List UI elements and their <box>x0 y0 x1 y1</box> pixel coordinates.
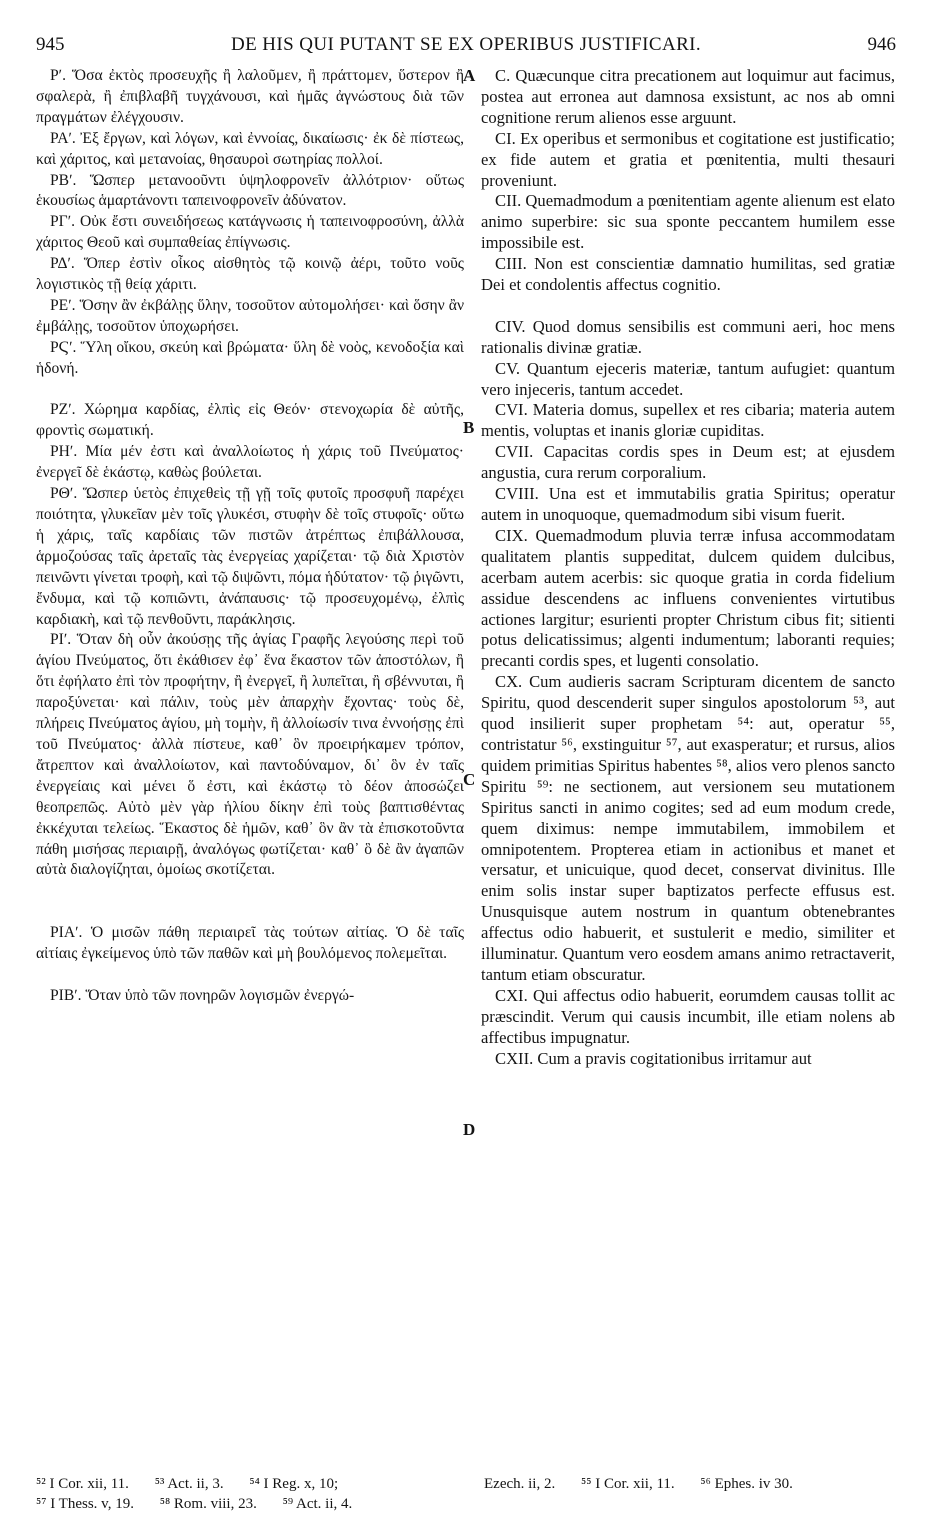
greek-paragraph-104: ΡΔʹ. Ὅπερ ἐστὶν οἶκος αἰσθητὸς τῷ κοινῷ ἀέρι, τοῦτο νοῦς λογιστικὸς τῇ θείᾳ χάριτι. <box>36 255 464 294</box>
greek-paragraph-101: ΡΑʹ. Ἐξ ἔργων, καὶ λόγων, καὶ ἐννοίας, δικαίωσις· ἐκ δὲ πίστεως, καὶ χάριτος, καὶ μετανοίας, θησαυροὶ σωτηρίας πολλοί. <box>36 129 464 168</box>
footnote-59: ⁵⁹ Act. ii, 4. <box>282 1496 353 1512</box>
footnote-52: ⁵² I Cor. xii, 11. <box>36 1476 129 1492</box>
greek-paragraph-110: ΡΙʹ. Ὅταν δὴ οὖν ἀκούσῃς τῆς ἁγίας Γραφῆς λεγούσης περὶ τοῦ ἁγίου Πνεύματος, ὅτι ἐκάθισεν ἐφ᾿ ἕνα ἕκαστον τῶν ἀποστόλων, ἢ ὅτι ἐφήλατο ἐπὶ τὸν προφήτην, ἢ ἐνεργεῖ, ἢ λυπεῖται, ἢ σβέννυται, ἢ παροξύνεται· καὶ πάλιν, τοὺς μὲν ἀπαρχὴν ἔχοντας· τοὺς δὲ, πλήρεις Πνεύματος ἁγίου, μὴ τομὴν, ἢ ἀλλοίωσίν τινα ἐννοήσῃς ἐπὶ τοῦ Πνεύματος· ἀλλὰ πίστευε, καθ᾿ ὃν προειρήκαμεν τρόπον, ἄτρεπτον καὶ ἀναλλοίωτον, καὶ παντοδύναμον, δι᾿ ὃν ἐν ταῖς ἐνεργείαις καὶ μένει ὅ ἐστι, καὶ ἑκάστῳ τὸ δέον ἀποσώζει θεοπρεπῶς. Αὐτὸ μὲν γὰρ ἡλίου δίκην ἐπὶ τοὺς βαπτισθέντας ἐκκέχυται τελείως. Ἕκαστος δὲ ἡμῶν, καθ᾿ ὃν ἂν τὰ ἐπισκοτοῦντα πάθη μισήσας περιαιρῇ, ἀναλόγως φωτίζεται· καθ᾿ ὃ δὲ ἂν ἀγαπῶν αὐτὰ διαλογίζηται, ὁμοίως σκοτίζεται. <box>36 631 464 879</box>
greek-paragraph-112: ΡΙΒʹ. Ὅταν ὑπὸ τῶν πονηρῶν λογισμῶν ἐνεργώ- <box>50 986 355 1004</box>
greek-paragraph-103: ΡΓʹ. Οὐκ ἔστι συνειδήσεως κατάγνωσις ἡ ταπεινοφροσύνη, ἀλλὰ χάριτος Θεοῦ καὶ συμπαθείας ἐπίγνωσις. <box>36 213 464 252</box>
footnote-58: ⁵⁸ Rom. viii, 23. <box>159 1496 257 1512</box>
margin-letter-a: A <box>463 66 476 85</box>
footnote-56: ⁵⁶ Ephes. iv 30. <box>700 1476 793 1492</box>
page-header <box>36 34 896 60</box>
spacer <box>36 965 464 986</box>
latin-paragraph-civ: CIV. Quod domus sensibilis est communi aeri, hoc mens rationalis divinæ gratiæ. <box>481 316 895 357</box>
greek-paragraph-111: ΡΙΑʹ. Ὁ μισῶν πάθη περιαιρεῖ τὰς τούτων αἰτίας. Ὁ δὲ ταῖς αἰτίαις ἐγκείμενος ὑπὸ τῶν παθῶν καὶ μὴ βουλόμενος πολεμεῖται. <box>36 924 464 963</box>
footnote-53: ⁵³ Act. ii, 3. <box>154 1476 224 1492</box>
footnote-line-1 <box>36 1474 906 1494</box>
footnote-55: ⁵⁵ I Cor. xii, 11. <box>580 1476 675 1492</box>
spacer <box>481 296 895 317</box>
latin-paragraph-cv: CV. Quantum ejeceris materiæ, tantum aufugiet: quantum vero injeceris, tantum accedet. <box>481 358 895 399</box>
latin-paragraph-cxi: CXI. Qui affectus odio habuerit, eorumdem causas tollit ac præscindit. Verum qui causis incumbit, ille etiam nolens ab affectibus impugnatur. <box>481 985 895 1047</box>
footnote-line-2 <box>36 1494 906 1514</box>
greek-paragraph-109: ΡΘʹ. Ὥσπερ ὑετὸς ἐπιχεθεὶς τῇ γῇ τοῖς φυτοῖς προσφυῆ παρέχει ποιότητα, γλυκεῖαν μὲν τοῖς γλυκέσι, στυφὴν δὲ τοῖς στυφοῖς· οὕτω ἡ χάρις, ταῖς καρδίαις τῶν πιστῶν ἀτρέπτως ἐπιβάλλουσα, ἁρμοζούσας ταῖς ἀρεταῖς τὰς ἐνεργείας χαρίζεται· τῷ διὰ Χριστὸν πεινῶντι γίνεται τροφὴ, καὶ τῷ διψῶντι, πόμα ἡδύτατον· τῷ ῥιγῶντι, ἔνδυμα, καὶ τῷ κοπιῶντι, ἀνάπαυσις· τῷ προσευχομένῳ, ἐλπὶς καρδιακὴ, καὶ τῷ πενθοῦντι, παράκλησις. <box>36 485 464 628</box>
latin-paragraph-ciii: CIII. Non est conscientiæ damnatio humilitas, sed gratiæ Dei et condolentis affectus cognitio. <box>481 254 895 295</box>
latin-column <box>481 66 895 1069</box>
footnote-54: ⁵⁴ I Reg. x, 10; <box>249 1476 339 1492</box>
spacer <box>36 881 464 902</box>
greek-paragraph-105: ΡΕʹ. Ὅσην ἂν ἐκβάλῃς ὕλην, τοσοῦτον αὐτομολήσει· καὶ ὅσην ἂν ἐμβάλῃς, τοσοῦτον ὑποχωρήσει. <box>36 296 464 335</box>
page-number-left: 945 <box>36 34 65 55</box>
running-title: DE HIS QUI PUTANT SE EX OPERIBUS JUSTIFICARI. <box>230 34 702 55</box>
latin-paragraph-ci: CI. Ex operibus et sermonibus et cogitatione est justificatio; ex fide autem et gratia et pœnitentia, multi thesauri proveniunt. <box>481 128 895 190</box>
latin-paragraph-cviii: CVIII. Una est et immutabilis gratia Spiritus; operatur autem in unoquoque, quemadmodum sibi visum fuerit. <box>481 484 895 525</box>
latin-paragraph-cx: CX. Cum audieris sacram Scripturam dicentem de sancto Spiritu, quod descenderit super singulos apostolorum ⁵³, aut quod insilierit super prophetam ⁵⁴: aut, operatur ⁵⁵, contristatur ⁵⁶, exstinguitur ⁵⁷, aut exasperatur; et rursus, alios quidem primitias Spiritus habentes ⁵⁸, alios vero plenos sancto Spiritu ⁵⁹: ne sectionem, aut versionem seu mutationem Spiritus sancti in animo cogites; sed ad eum modum crede, quem diximus: nempe immutabilem, immobilem et omnipotentem. Propterea etiam in actionibus et manet et versatur, et unicuique, quod decet, conservat divinitus. Ille enim solis instar super baptizatos perfecte effusus est. Unusquisque autem nostrum in quantum obtenebrantes affectus odio habuerit, et sustulerit e medio, similiter et illuminatur. Quantum vero eosdem amans animo retractaverit, tantum etiam obscuratur. <box>481 672 895 984</box>
greek-paragraph-108: ΡΗʹ. Μία μέν ἐστι καὶ ἀναλλοίωτος ἡ χάρις τοῦ Πνεύματος· ἐνεργεῖ δὲ ἑκάστῳ, καθὼς βούλεται. <box>36 443 464 482</box>
latin-paragraph-cxii: CXII. Cum a pravis cogitationibus irritamur aut <box>495 1048 812 1068</box>
spacer <box>36 902 464 923</box>
greek-paragraph-102: ΡΒʹ. Ὥσπερ μετανοοῦντι ὑψηλοφρονεῖν ἀλλότριον· οὕτως ἑκουσίως ἁμαρτάνοντι ταπεινοφρονεῖν ἀδύνατον. <box>36 171 464 210</box>
margin-letter-b: B <box>463 418 475 437</box>
greek-paragraph-100: Ρʹ. Ὅσα ἐκτὸς προσευχῆς ἢ λαλοῦμεν, ἢ πράττομεν, ὕστερον ἢ σφαλερὰ, ἢ ἐπιβλαβῆ τυγχάνουσι, καὶ ἡμᾶς ἀγνώστους διὰ τῶν πραγμάτων ἐλέγχουσιν. <box>36 67 464 126</box>
latin-paragraph-c: C. Quæcunque citra precationem aut loquimur aut facimus, postea aut erronea aut damnosa exsistunt, ac nos ab omni cognitione rerum alienos esse arguunt. <box>481 66 895 127</box>
greek-paragraph-106: ΡϚʹ. Ὕλη οἴκου, σκεύη καὶ βρώματα· ὕλη δὲ νοὸς, κενοδοξία καὶ ἡδονή. <box>36 338 464 377</box>
greek-paragraph-107: ΡΖʹ. Χώρημα καρδίας, ἐλπὶς εἰς Θεόν· στενοχωρία δὲ αὐτῆς, φροντὶς σωματική. <box>36 401 464 440</box>
footnote-54-cont: Ezech. ii, 2. <box>484 1476 556 1492</box>
footnotes <box>36 1474 906 1514</box>
latin-paragraph-cvii: CVII. Capacitas cordis spes in Deum est; at ejusdem angustia, cura rerum corporalium. <box>481 442 895 483</box>
greek-column <box>36 66 464 1007</box>
page-number-right: 946 <box>867 34 896 55</box>
latin-paragraph-cii: CII. Quemadmodum a pœnitentiam agente alienum est elato animo superbire: sic sua sponte peccantem humilem esse impossibile est. <box>481 191 895 253</box>
footnote-line-1-right <box>484 1474 815 1494</box>
margin-letter-d: D <box>463 1120 476 1139</box>
latin-paragraph-cix: CIX. Quemadmodum pluvia terræ infusa accommodatam qualitatem plantis suppeditat, dulcem quidem dulcibus, acerbam autem acerbis: sic quoque gratia in corda fidelium assidue descendens ac influens convenientes virtutibus actiones largitur; esurienti propter Christum cibus fit; sitienti potus delicatissimus; algenti indumentum; laboranti requies; precanti cordis spes, et lugenti consolatio. <box>481 525 895 671</box>
latin-paragraph-cvi: CVI. Materia domus, supellex et res cibaria; materia autem mentis, voluptas et inanis gloriæ cupiditas. <box>481 400 895 441</box>
footnote-57: ⁵⁷ I Thess. v, 19. <box>36 1496 134 1512</box>
spacer <box>36 380 464 401</box>
margin-letter-c: C <box>463 770 476 789</box>
